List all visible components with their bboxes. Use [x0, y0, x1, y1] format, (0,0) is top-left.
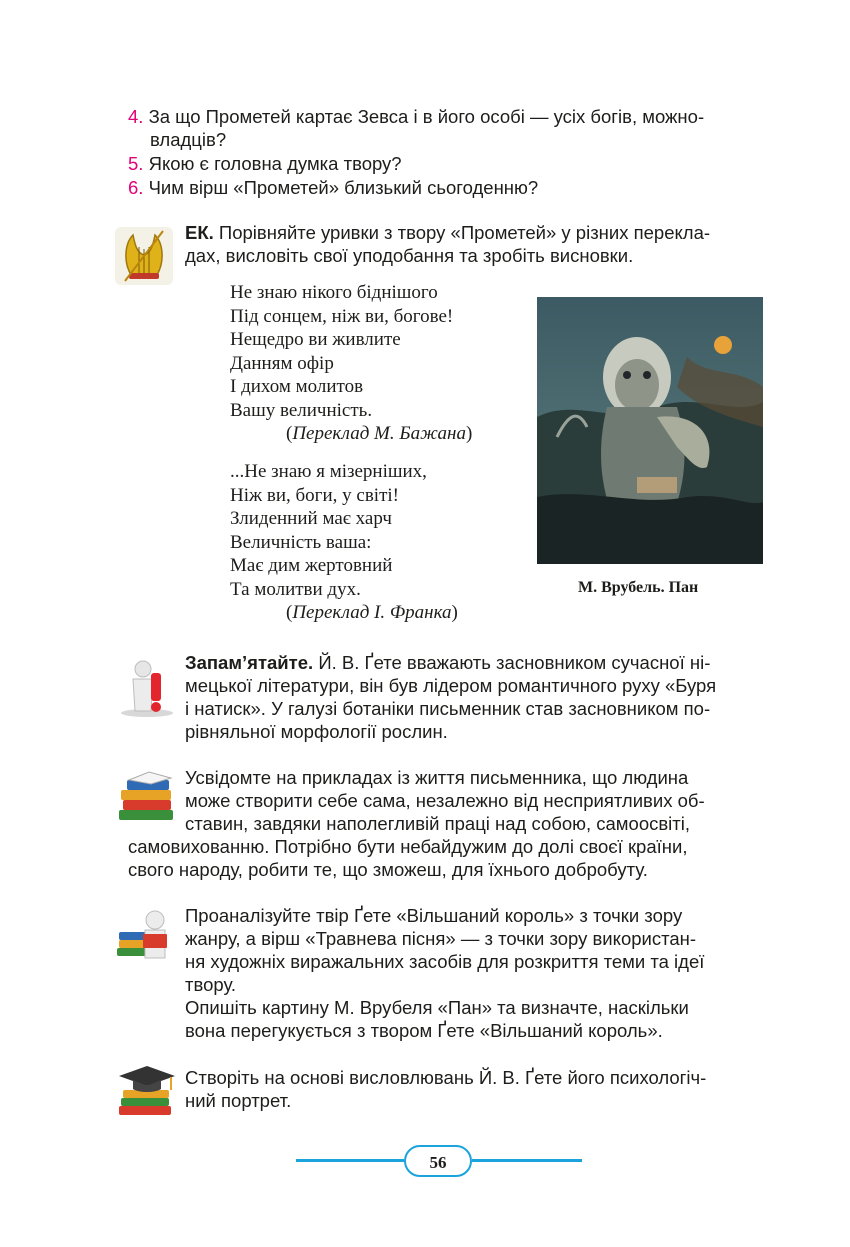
- translation-credit: (Переклад М. Бажана): [286, 423, 473, 444]
- poem-line: ...Не знаю я мізерніших,: [230, 461, 427, 482]
- question-number: 5.: [128, 153, 144, 174]
- question-text: За що Прометей картає Зевса і в його особі — усіх богів, можно-: [148, 106, 705, 127]
- question-number: 6.: [128, 177, 144, 198]
- realize-block-full: [128, 835, 765, 881]
- page-divider-right: [472, 1159, 582, 1162]
- translation-credit: (Переклад І. Франка): [286, 602, 458, 623]
- translator: Переклад І. Франка: [292, 602, 452, 623]
- ek-task: [185, 221, 765, 267]
- question-6: [128, 176, 768, 199]
- poem-line: Ніж ви, боги, у світі!: [230, 484, 399, 506]
- question-4-continuation: владців?: [150, 129, 227, 150]
- question-text: Чим вірш «Прометей» близький сьогоденню?: [148, 177, 539, 198]
- realize-text-line: ставин, завдяки наполегливій праці над собою, самоосвіті,: [185, 813, 691, 834]
- poem-line: Злиденний має харч: [230, 508, 392, 529]
- question-number: 4.: [128, 106, 144, 127]
- remember-block: [185, 651, 765, 743]
- lyre-icon: [115, 225, 173, 287]
- page-divider-left: [296, 1159, 404, 1162]
- page-number: 56: [404, 1145, 472, 1177]
- analyze-block: [185, 904, 765, 1042]
- poem-line: Не знаю нікого біднішого: [230, 282, 438, 303]
- exclamation-icon: [115, 655, 175, 717]
- painting-caption: М. Врубель. Пан: [578, 579, 699, 596]
- painting-image: [537, 297, 763, 564]
- realize-block: [185, 766, 765, 835]
- poem-line: І дихом молитов: [230, 376, 364, 397]
- analyze-text-line: жанру, а вірш «Травнева пісня» — з точки зору використан-: [185, 928, 697, 949]
- poem-franko: [230, 460, 458, 625]
- question-text: Якою є головна думка твору?: [148, 153, 402, 174]
- analyze-text-line: ня художніх виражальних засобів для розкриття теми та ідеї: [185, 951, 705, 972]
- poem-line: Нещедро ви живлите: [230, 329, 401, 350]
- ek-label: ЕК.: [185, 222, 214, 243]
- realize-text-line: самовихованню. Потрібно бути небайдужим до долі своєї країни,: [128, 836, 688, 857]
- poem-line: Має дим жертовний: [230, 555, 393, 576]
- remember-text-line: рівняльної морфології рослин.: [185, 721, 448, 742]
- create-text-line: Створіть на основі висловлювань Й. В. Ґете його психологіч-: [185, 1067, 707, 1088]
- translator: Переклад М. Бажана: [292, 423, 466, 444]
- analyze-text-line: вона перегукується з твором Ґете «Вільшаний король».: [185, 1020, 663, 1041]
- graduation-cap-icon: [115, 1062, 177, 1120]
- create-text-line: ний портрет.: [185, 1090, 292, 1111]
- ek-text-line2: дах, висловіть свої уподобання та зробіть висновки.: [185, 245, 634, 266]
- remember-label: Запам’ятайте.: [185, 652, 314, 673]
- poem-line: Данням офір: [230, 352, 334, 374]
- books-icon: [115, 770, 177, 826]
- poem-line: Вашу величність.: [230, 399, 373, 421]
- realize-text-line: Усвідомте на прикладах із життя письменника, що людина: [185, 767, 689, 788]
- reader-icon: [115, 908, 177, 964]
- realize-text-line: свого народу, робити те, що зможеш, для їхнього добробуту.: [128, 859, 648, 880]
- realize-text-line: може створити себе сама, незалежно від несприятливих об-: [185, 790, 705, 811]
- poem-line: Та молитви дух.: [230, 578, 361, 600]
- question-5: [128, 152, 768, 175]
- poem-bazhan: [230, 281, 472, 446]
- poem-line: Величність ваша:: [230, 531, 372, 553]
- analyze-text-line: твору.: [185, 974, 237, 995]
- analyze-text-line: Опишіть картину М. Врубеля «Пан» та визначте, наскільки: [185, 997, 689, 1018]
- remember-text: Й. В. Ґете вважають засновником сучасної ні-: [313, 652, 711, 673]
- remember-text-line: мецької літератури, він був лідером романтичного руху «Буря: [185, 675, 717, 696]
- question-4: [128, 105, 768, 128]
- create-block: [185, 1066, 765, 1112]
- ek-text: Порівняйте уривки з твору «Прометей» у різних перекла-: [213, 222, 711, 243]
- remember-text-line: і натиск». У галузі ботаніки письменник став засновником по-: [185, 698, 711, 719]
- poem-line: Під сонцем, ніж ви, богове!: [230, 305, 454, 327]
- analyze-text-line: Проаналізуйте твір Ґете «Вільшаний король» з точки зору: [185, 905, 683, 926]
